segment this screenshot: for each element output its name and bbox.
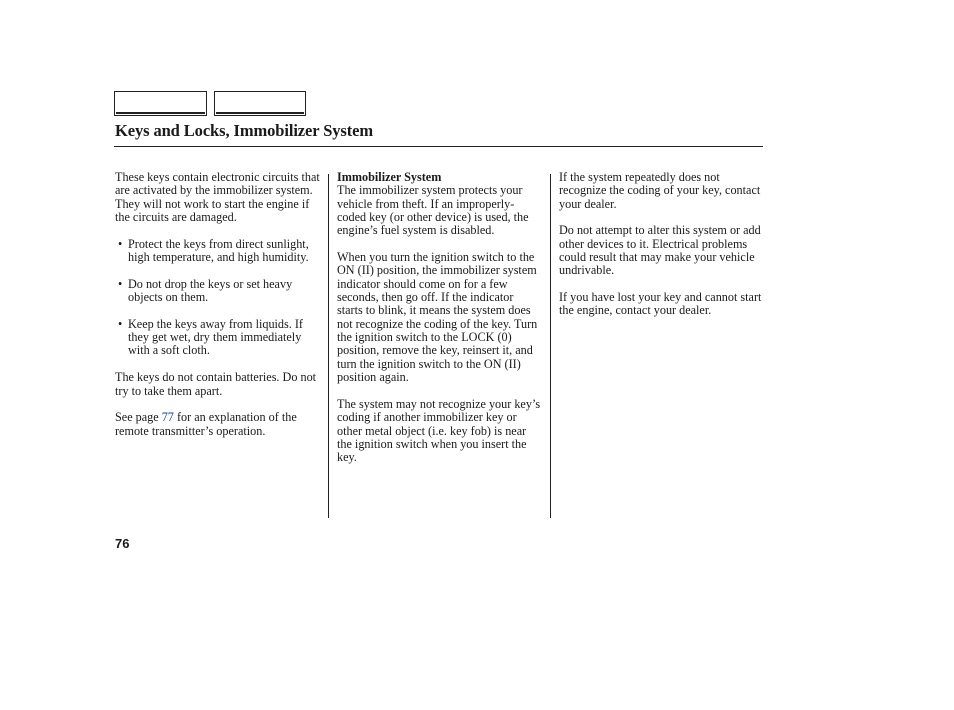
batteries-paragraph: The keys do not contain batteries. Do not try to take them apart. — [115, 370, 317, 398]
bullet-icon: • — [118, 316, 123, 331]
page-number: 76 — [115, 536, 130, 551]
paragraph: The immobilizer system protects your vehicle from theft. If an improperly-coded key (or other device) is used, the engine’s fuel system is disabled. — [337, 183, 529, 238]
list-item-text: Do not drop the keys or set heavy objects on them. — [128, 276, 293, 305]
column-divider — [550, 174, 551, 518]
see-page-prefix: See page — [115, 410, 162, 425]
see-page-paragraph — [115, 411, 320, 438]
list-item-text: Protect the keys from direct sunlight, high temperature, and high humidity. — [128, 236, 309, 265]
paragraph: Do not attempt to alter this system or add other devices to it. Electrical problems could result that may make your vehicle undrivable. — [559, 223, 761, 278]
list-item — [115, 238, 320, 265]
list-item — [115, 318, 320, 358]
paragraph: If you have lost your key and cannot start the engine, contact your dealer. — [559, 290, 762, 318]
page-link[interactable]: 77 — [161, 410, 174, 425]
paragraph: When you turn the ignition switch to the ON (II) position, the immobilizer system indicator should come on for a few seconds, then go off. If the indicator starts to blink, it means the system does not recognize the coding of the key. Turn the ignition switch to the LOCK (0) position, remove the key, reinsert it, and turn the ignition switch to the ON (II) position again. — [337, 250, 538, 385]
title-rule — [114, 146, 763, 147]
bullet-icon: • — [118, 236, 123, 251]
bullet-icon: • — [118, 276, 123, 291]
previous-page-button[interactable] — [114, 91, 207, 116]
paragraph: If the system repeatedly does not recognize the coding of your key, contact your dealer. — [559, 170, 761, 211]
column-divider — [328, 174, 329, 518]
list-item-text: Keep the keys away from liquids. If they get wet, dry them immediately with a soft cloth. — [128, 316, 303, 358]
text-column-3 — [559, 171, 765, 331]
intro-paragraph: These keys contain electronic circuits that are activated by the immobilizer system. They will not work to start the engine if the circuits are damaged. — [115, 170, 320, 225]
text-column-2 — [337, 171, 542, 478]
list-item — [115, 278, 320, 305]
paragraph: The system may not recognize your key’s coding if another immobilizer key or other metal object (i.e. key fob) is near the ignition switch when you insert the key. — [337, 396, 541, 465]
see-page-suffix: for an explanation of the remote transmitter’s operation. — [115, 410, 297, 438]
next-page-button[interactable] — [214, 91, 306, 116]
page-title: Keys and Locks, Immobilizer System — [115, 121, 374, 140]
section-subheading: Immobilizer System — [337, 170, 442, 184]
text-column-1 — [115, 171, 320, 451]
